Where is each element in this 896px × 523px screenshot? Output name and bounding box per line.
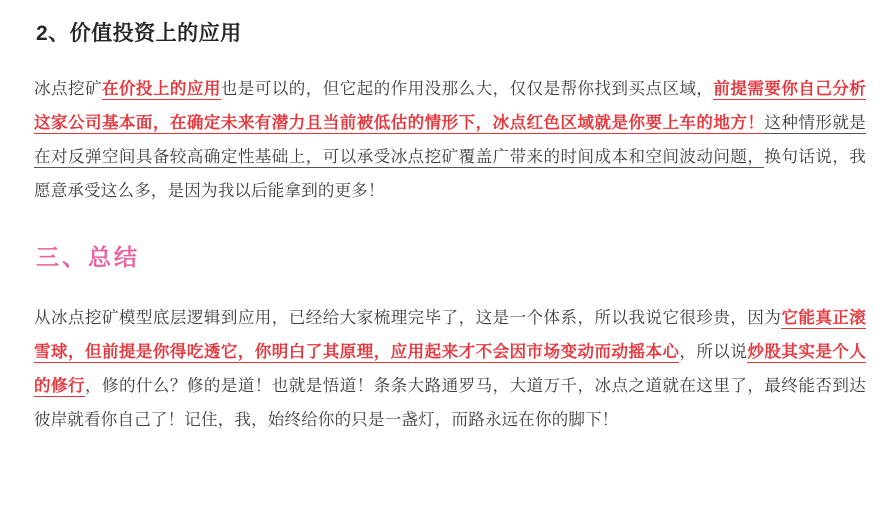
text-run-plain-4: 从冰点挖矿模型底层逻辑到应用，已经给大家梳理完毕了，这是一个体系，所以我说它很珍贵，因为 [34, 309, 782, 328]
paragraph-value-investing [34, 73, 866, 208]
text-run-highlight-2: 前提需要你自己分析这家公司基本面，在确定未来有潜力且当前被低估的情形下，冰点红色区域就是你要上车的地方！ [34, 80, 866, 133]
text-run-highlight-4: 炒股其实是个人的修行 [34, 343, 867, 396]
text-run-plain-3: 换句话说，我愿意承受这么多，是因为我以后能拿到的更多！ [34, 147, 867, 200]
page-edge-spacer [888, 0, 894, 523]
text-run-highlight-1: 在价投上的应用 [101, 80, 221, 99]
text-run-plain-5: ，所以说 [679, 343, 748, 362]
section-heading-value-investing: 2、价值投资上的应用 [36, 22, 242, 45]
text-run-plain-6: ，修的什么？修的是道！也就是悟道！条条大路通罗马，大道万千，冰点之道就在这里了，最终能否到达彼岸就看你自己了！记住，我，始终给你的只是一盏灯，而路永远在你的脚下！ [34, 377, 867, 429]
text-run-underline-1: 这种情形就是在对反弹空间具备较高确定性基础上，可以承受冰点挖矿覆盖广带来的时间成本和空间波动问题， [34, 114, 867, 166]
text-run-highlight-3: 它能真正滚雪球，但前提是你得吃透它，你明白了其原理，应用起来才不会因市场变动而动摇本心 [34, 309, 866, 362]
section-heading-summary: 三、总结 [36, 243, 140, 270]
text-run-plain-1: 冰点挖矿 [34, 80, 102, 99]
paragraph-summary [34, 302, 866, 437]
text-run-plain-2: 也是可以的，但它起的作用没那么大，仅仅是帮你找到买点区域， [220, 80, 714, 99]
